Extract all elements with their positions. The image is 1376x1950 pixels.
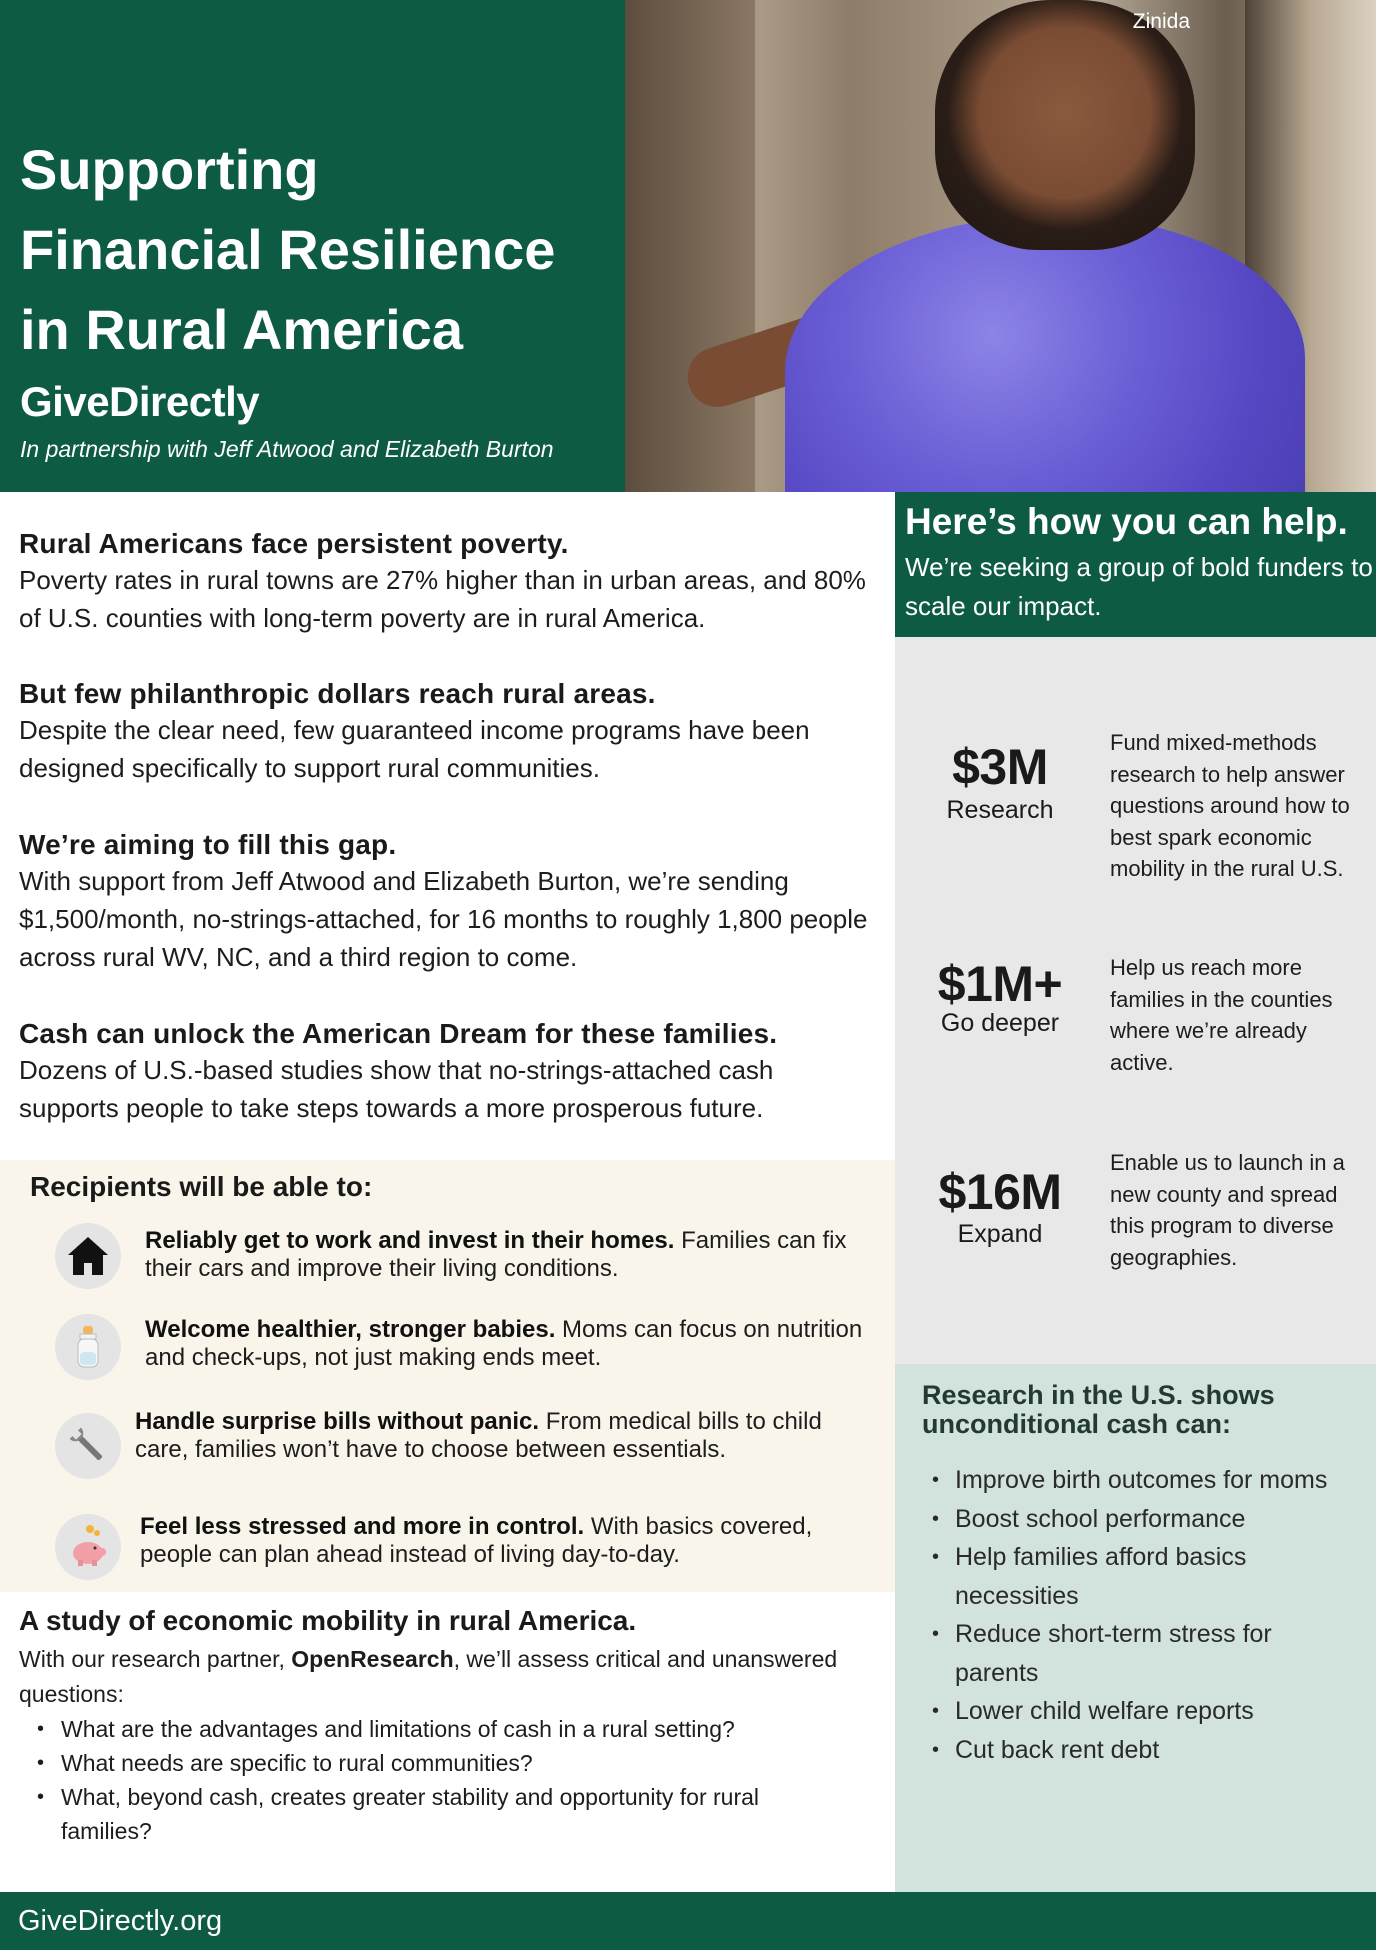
help-subtitle: We’re seeking a group of bold funders to scale our impact. xyxy=(905,552,1373,621)
tier-label: Go deeper xyxy=(940,1009,1060,1037)
list-item: • What, beyond cash, creates greater stability and opportunity for rural families? xyxy=(19,1780,829,1848)
piggy-bank-icon xyxy=(55,1514,121,1580)
tier-amount: $16M xyxy=(938,1164,1062,1220)
tier-amount: $1M+ xyxy=(937,956,1063,1012)
section-body: Poverty rates in rural towns are 27% higher than in urban areas, and 80% of U.S. counties with long-term poverty are in rural America. xyxy=(19,565,866,633)
benefit-text xyxy=(135,1408,880,1464)
benefit-bold: Welcome healthier, stronger babies. xyxy=(145,1316,556,1343)
tier-label: Expand xyxy=(957,1220,1043,1248)
section-body: Despite the clear need, few guaranteed income programs have been designed specifically to support rural communities. xyxy=(19,715,810,783)
footer xyxy=(0,1892,1376,1950)
hero-photo xyxy=(625,0,1376,492)
list-item: • Reduce short-term stress for parents xyxy=(922,1615,1282,1692)
title-line-3: in Rural America xyxy=(20,298,463,361)
baby-bottle-icon xyxy=(55,1314,121,1380)
photo-person-shirt xyxy=(785,215,1305,492)
benefit-bold: Feel less stressed and more in control. xyxy=(140,1513,585,1540)
benefit-detail: With basics covered, people can plan ahead instead of living day-to-day. xyxy=(140,1513,813,1568)
list-item: • What needs are specific to rural communities? xyxy=(19,1746,895,1780)
section-fill-gap xyxy=(0,828,895,976)
list-item: • Boost school performance xyxy=(922,1500,1352,1539)
benefit-text xyxy=(145,1316,875,1372)
help-header xyxy=(895,492,1376,637)
benefit-bold: Reliably get to work and invest in their homes. xyxy=(145,1227,675,1254)
recipients-title: Recipients will be able to: xyxy=(30,1171,373,1202)
photo-wall-left xyxy=(625,0,755,492)
tier-description: Help us reach more families in the counties where we’re already active. xyxy=(1110,955,1333,1075)
title-line-2: Financial Resilience xyxy=(20,218,556,281)
list-item: • What are the advantages and limitations of cash in a rural setting? xyxy=(19,1712,895,1746)
title-line-1: Supporting xyxy=(20,138,319,201)
section-body: Dozens of U.S.-based studies show that no-strings-attached cash supports people to take steps towards a more prosperous future. xyxy=(19,1055,774,1123)
help-title: Here’s how you can help. xyxy=(905,501,1348,542)
research-box xyxy=(895,1364,1376,1892)
wrench-icon xyxy=(55,1413,121,1479)
house-icon xyxy=(55,1223,121,1289)
section-body: With support from Jeff Atwood and Elizabeth Burton, we’re sending $1,500/month, no-strings-attached, for 16 months to roughly 1,800 people across rural WV, NC, and a third region to come. xyxy=(19,866,868,972)
list-item: • Help families afford basics necessities xyxy=(922,1538,1252,1615)
hero-panel xyxy=(0,0,625,492)
tier-label: Research xyxy=(946,796,1054,824)
section-title: Cash can unlock the American Dream for these families. xyxy=(19,1018,778,1049)
benefit-text xyxy=(140,1513,880,1569)
section-poverty xyxy=(0,527,895,637)
list-item: • Cut back rent debt xyxy=(922,1731,1352,1770)
research-list xyxy=(922,1461,1352,1769)
section-title: Rural Americans face persistent poverty. xyxy=(19,528,569,559)
study-intro xyxy=(19,1642,895,1712)
study-intro-before: With our research partner, xyxy=(19,1646,292,1672)
section-american-dream xyxy=(0,1017,895,1127)
section-title: But few philanthropic dollars reach rural areas. xyxy=(19,678,656,709)
tier-description: Enable us to launch in a new county and spread this program to diverse geographies. xyxy=(1110,1150,1345,1270)
study-title: A study of economic mobility in rural America. xyxy=(19,1605,637,1636)
org-name: GiveDirectly xyxy=(20,378,260,425)
tier-amount: $3M xyxy=(952,739,1048,795)
website-link[interactable]: GiveDirectly.org xyxy=(18,1905,223,1937)
study-questions xyxy=(19,1712,895,1848)
study-intro-after: , we’ll assess critical and unanswered questions: xyxy=(19,1646,838,1707)
research-partner-name: OpenResearch xyxy=(291,1646,454,1672)
benefit-text xyxy=(145,1227,875,1283)
benefit-detail: From medical bills to child care, families won’t have to choose between essentials. xyxy=(135,1408,822,1463)
photo-caption: Zinida xyxy=(1132,10,1190,33)
photo-person-head xyxy=(935,0,1195,250)
benefit-detail: Moms can focus on nutrition and check-ups, not just making ends meet. xyxy=(145,1316,863,1371)
list-item: • Lower child welfare reports xyxy=(922,1692,1352,1731)
benefit-bold: Handle surprise bills without panic. xyxy=(135,1408,540,1435)
tier-description: Fund mixed-methods research to help answer questions around how to best spark economic mobility in the rural U.S. xyxy=(1110,730,1350,881)
section-title: We’re aiming to fill this gap. xyxy=(19,829,397,860)
page-title xyxy=(20,130,625,370)
benefit-detail: Families can fix their cars and improve their living conditions. xyxy=(145,1227,847,1282)
right-column xyxy=(895,492,1376,1892)
research-title: Research in the U.S. shows unconditional cash can: xyxy=(922,1380,1275,1439)
study-section xyxy=(0,1604,895,1848)
section-philanthropy xyxy=(0,677,895,787)
list-item: • Improve birth outcomes for moms xyxy=(922,1461,1352,1500)
partner-line: In partnership with Jeff Atwood and Elizabeth Burton xyxy=(20,436,554,462)
recipients-box xyxy=(0,1160,895,1592)
